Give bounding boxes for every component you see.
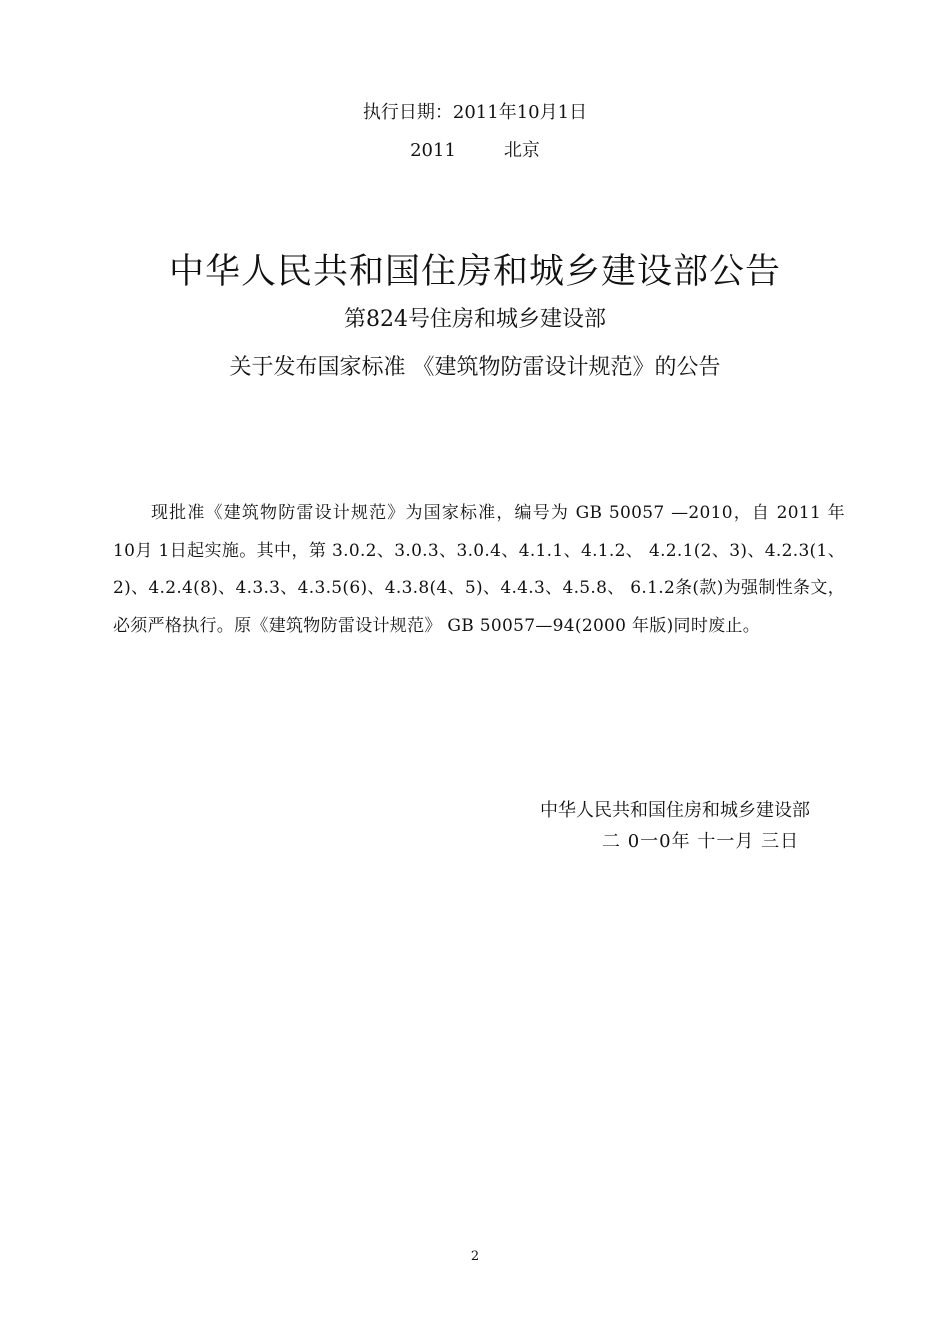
- publication-city: 北京: [503, 140, 540, 161]
- year-city-line: [0, 136, 950, 162]
- signature-block: [540, 795, 810, 857]
- execution-date: 执行日期：2011年10月1日: [362, 102, 588, 123]
- page-number: 2: [470, 1249, 480, 1264]
- publication-year: 2011: [410, 140, 456, 161]
- issue-date: 二 0一0年 十一月 三日: [602, 831, 800, 852]
- announcement-body: 现批准《建筑物防雷设计规范》为国家标准，编号为 GB 50057 —2010，自 2011 年 10月 1日起实施。其中，第 3.0.2、3.0.3、3.0.4、4.1.1、4.1.2、 4.2.1(2、3)、4.2.3(1、2)、4.2.4(8)、4.3.3、4.3.5(6)、4.3.8(4、5)、4.4.3、4.5.8、 6.1.2条(款)为强制性条文，必须严格执行。原《建筑物防雷设计规范》 GB 50057—94(2000 年版)同时废止。: [113, 503, 845, 636]
- announcement-number: 第824号住房和城乡建设部: [344, 307, 606, 332]
- announcement-subject: 关于发布国家标准 《建筑物防雷设计规范》的公告: [229, 355, 721, 380]
- announcement-title: 中华人民共和国住房和城乡建设部公告: [168, 252, 781, 292]
- issuing-organization: 中华人民共和国住房和城乡建设部: [540, 800, 810, 821]
